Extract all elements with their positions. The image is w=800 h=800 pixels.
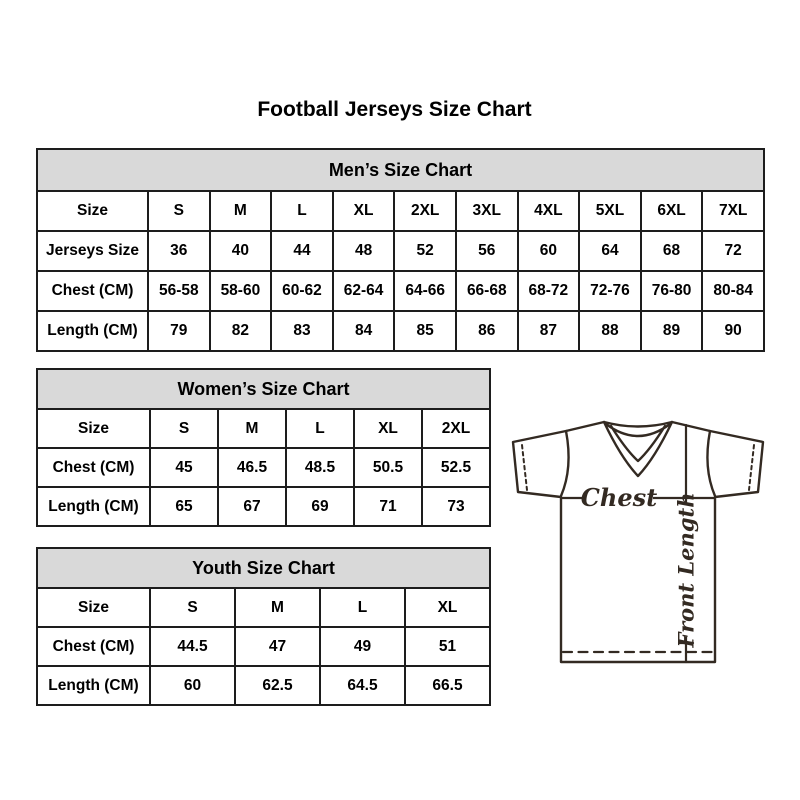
table-row	[37, 231, 764, 271]
size-value-cell: 60	[150, 666, 235, 705]
size-value-cell: L	[286, 409, 354, 448]
size-value-cell: 73	[422, 487, 490, 526]
size-value-cell: L	[271, 191, 333, 231]
size-value-cell: 52	[394, 231, 456, 271]
mens-size-chart-table	[36, 148, 765, 352]
size-value-cell: 69	[286, 487, 354, 526]
size-value-cell: 51	[405, 627, 490, 666]
size-value-cell: 66.5	[405, 666, 490, 705]
size-value-cell: S	[150, 588, 235, 627]
size-value-cell: 40	[210, 231, 272, 271]
row-label: Chest (CM)	[37, 271, 148, 311]
size-value-cell: M	[210, 191, 272, 231]
chart-header-title: Youth Size Chart	[37, 548, 490, 588]
table-row	[37, 448, 490, 487]
size-value-cell: 2XL	[394, 191, 456, 231]
size-value-cell: 89	[641, 311, 703, 351]
size-value-cell: 79	[148, 311, 210, 351]
chart-header-row	[37, 369, 490, 409]
size-value-cell: XL	[354, 409, 422, 448]
size-value-cell: 64	[579, 231, 641, 271]
chart-header-title: Women’s Size Chart	[37, 369, 490, 409]
row-label: Size	[37, 191, 148, 231]
size-value-cell: 87	[518, 311, 580, 351]
row-label: Length (CM)	[37, 666, 150, 705]
size-value-cell: 76-80	[641, 271, 703, 311]
row-label: Jerseys Size	[37, 231, 148, 271]
size-value-cell: 60	[518, 231, 580, 271]
table-row	[37, 487, 490, 526]
row-label: Chest (CM)	[37, 627, 150, 666]
size-value-cell: 67	[218, 487, 286, 526]
size-value-cell: 83	[271, 311, 333, 351]
size-value-cell: 36	[148, 231, 210, 271]
size-value-cell: 2XL	[422, 409, 490, 448]
table-row	[37, 627, 490, 666]
size-value-cell: 60-62	[271, 271, 333, 311]
size-value-cell: M	[235, 588, 320, 627]
row-label: Length (CM)	[37, 487, 150, 526]
size-value-cell: 66-68	[456, 271, 518, 311]
size-value-cell: 56	[456, 231, 518, 271]
page-title: Football Jerseys Size Chart	[257, 98, 532, 121]
size-value-cell: 88	[579, 311, 641, 351]
size-value-cell: 72	[702, 231, 764, 271]
size-value-cell: S	[150, 409, 218, 448]
size-value-cell: 47	[235, 627, 320, 666]
chart-header-row	[37, 548, 490, 588]
jersey-measurement-diagram	[500, 400, 780, 700]
size-value-cell: 90	[702, 311, 764, 351]
jersey-outline	[513, 422, 763, 662]
size-value-cell: 56-58	[148, 271, 210, 311]
size-value-cell: 86	[456, 311, 518, 351]
size-value-cell: 72-76	[579, 271, 641, 311]
chart-header-row	[37, 149, 764, 191]
size-value-cell: 85	[394, 311, 456, 351]
chest-label: Chest	[580, 483, 658, 512]
size-value-cell: 68-72	[518, 271, 580, 311]
size-value-cell: 48	[333, 231, 395, 271]
size-value-cell: 48.5	[286, 448, 354, 487]
womens-size-chart-table	[36, 368, 491, 527]
row-label: Length (CM)	[37, 311, 148, 351]
size-value-cell: 50.5	[354, 448, 422, 487]
size-value-cell: 46.5	[218, 448, 286, 487]
table-row	[37, 311, 764, 351]
size-value-cell: 80-84	[702, 271, 764, 311]
size-value-cell: 44.5	[150, 627, 235, 666]
size-value-cell: 4XL	[518, 191, 580, 231]
size-value-cell: XL	[333, 191, 395, 231]
table-row	[37, 666, 490, 705]
table-row	[37, 271, 764, 311]
row-label: Size	[37, 588, 150, 627]
size-value-cell: 7XL	[702, 191, 764, 231]
size-value-cell: 64-66	[394, 271, 456, 311]
size-value-cell: 71	[354, 487, 422, 526]
size-value-cell: 58-60	[210, 271, 272, 311]
size-value-cell: XL	[405, 588, 490, 627]
size-value-cell: 65	[150, 487, 218, 526]
table-row	[37, 191, 764, 231]
front-length-label: Front Length	[673, 492, 699, 648]
youth-size-chart-table	[36, 547, 491, 706]
table-row	[37, 588, 490, 627]
size-value-cell: M	[218, 409, 286, 448]
chart-header-title: Men’s Size Chart	[37, 149, 764, 191]
size-value-cell: 45	[150, 448, 218, 487]
size-value-cell: 84	[333, 311, 395, 351]
size-value-cell: 44	[271, 231, 333, 271]
size-value-cell: 64.5	[320, 666, 405, 705]
size-value-cell: 5XL	[579, 191, 641, 231]
size-value-cell: 62.5	[235, 666, 320, 705]
size-value-cell: 62-64	[333, 271, 395, 311]
size-value-cell: L	[320, 588, 405, 627]
size-value-cell: 6XL	[641, 191, 703, 231]
table-row	[37, 409, 490, 448]
size-value-cell: 68	[641, 231, 703, 271]
size-value-cell: 3XL	[456, 191, 518, 231]
size-value-cell: S	[148, 191, 210, 231]
row-label: Chest (CM)	[37, 448, 150, 487]
row-label: Size	[37, 409, 150, 448]
size-value-cell: 49	[320, 627, 405, 666]
size-value-cell: 52.5	[422, 448, 490, 487]
size-value-cell: 82	[210, 311, 272, 351]
